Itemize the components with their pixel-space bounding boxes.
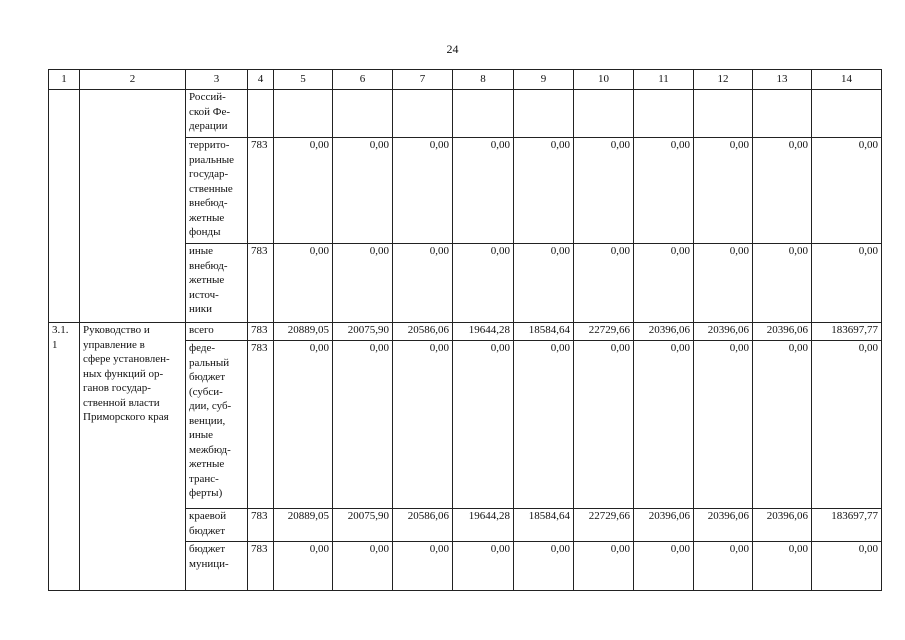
value-cell: 0,00 [574, 542, 634, 591]
value-cell: 0,00 [453, 138, 514, 244]
value-cell: 0,00 [753, 542, 812, 591]
value-cell: 0,00 [574, 341, 634, 509]
code-cell: 783 [248, 323, 274, 341]
value-cell: 0,00 [634, 244, 694, 323]
header-cell: 4 [248, 70, 274, 90]
value-cell: 0,00 [753, 138, 812, 244]
value-cell: 19644,28 [453, 509, 514, 542]
value-cell: 0,00 [694, 244, 753, 323]
source-cell: феде- ральный бюджет (субси- дии, суб- венции, иные межбюд- жетные транс- ферты) [186, 341, 248, 509]
value-cell: 0,00 [694, 341, 753, 509]
value-cell: 20396,06 [694, 323, 753, 341]
value-cell: 20396,06 [634, 323, 694, 341]
source-cell: краевой бюджет [186, 509, 248, 542]
value-cell: 22729,66 [574, 323, 634, 341]
header-cell: 13 [753, 70, 812, 90]
budget-table [48, 69, 882, 591]
value-cell: 0,00 [274, 542, 333, 591]
value-cell: 0,00 [694, 138, 753, 244]
value-cell: 0,00 [333, 244, 393, 323]
value-cell: 0,00 [333, 138, 393, 244]
value-cell: 183697,77 [812, 509, 882, 542]
value-cell: 20396,06 [753, 323, 812, 341]
value-cell: 0,00 [694, 542, 753, 591]
source-cell: иные внебюд- жетные источ- ники [186, 244, 248, 323]
value-cell: 0,00 [574, 244, 634, 323]
value-cell: 0,00 [274, 341, 333, 509]
header-row [49, 70, 882, 90]
value-cell: 0,00 [393, 138, 453, 244]
index-cell [49, 90, 80, 323]
value-cell: 20889,05 [274, 323, 333, 341]
value-cell: 0,00 [634, 138, 694, 244]
item-index-cell: 3.1. 1 [49, 323, 80, 591]
table-row [49, 323, 882, 341]
value-cell: 0,00 [753, 244, 812, 323]
code-cell: 783 [248, 509, 274, 542]
value-cell: 20396,06 [634, 509, 694, 542]
value-cell: 0,00 [514, 244, 574, 323]
header-cell: 2 [80, 70, 186, 90]
value-cell: 20075,90 [333, 509, 393, 542]
header-cell: 3 [186, 70, 248, 90]
value-cell: 20396,06 [694, 509, 753, 542]
value-cell: 0,00 [812, 138, 882, 244]
value-cell: 0,00 [812, 542, 882, 591]
value-cell: 0,00 [274, 244, 333, 323]
value-cell: 0,00 [753, 341, 812, 509]
source-cell: всего [186, 323, 248, 341]
value-cell: 0,00 [514, 542, 574, 591]
value-cell: 0,00 [274, 138, 333, 244]
value-cell: 20586,06 [393, 509, 453, 542]
header-cell: 7 [393, 70, 453, 90]
source-cell: Россий- ской Фе- дерации [186, 90, 248, 138]
value-cell: 0,00 [333, 542, 393, 591]
header-cell: 8 [453, 70, 514, 90]
value-cell: 22729,66 [574, 509, 634, 542]
value-cell: 0,00 [453, 341, 514, 509]
value-cell: 0,00 [574, 138, 634, 244]
header-cell: 9 [514, 70, 574, 90]
value-cell: 20396,06 [753, 509, 812, 542]
page-number: 24 [446, 42, 459, 56]
value-cell: 20889,05 [274, 509, 333, 542]
table-row [49, 90, 882, 138]
value-cell: 0,00 [514, 138, 574, 244]
source-cell: террито- риальные государ- ственные внебюд- жетные фонды [186, 138, 248, 244]
value-cell: 0,00 [393, 341, 453, 509]
header-cell: 10 [574, 70, 634, 90]
value-cell: 0,00 [634, 341, 694, 509]
value-cell: 0,00 [514, 341, 574, 509]
header-cell: 1 [49, 70, 80, 90]
code-cell: 783 [248, 244, 274, 323]
header-cell: 6 [333, 70, 393, 90]
value-cell: 19644,28 [453, 323, 514, 341]
header-cell: 12 [694, 70, 753, 90]
item-name-cell: Руководство и управление в сфере установлен- ных функций ор- ганов государ- ственной власти Приморского края [80, 323, 186, 591]
value-cell: 0,00 [812, 244, 882, 323]
header-cell: 5 [274, 70, 333, 90]
code-cell: 783 [248, 138, 274, 244]
code-cell: 783 [248, 341, 274, 509]
value-cell: 18584,64 [514, 509, 574, 542]
value-cell: 20586,06 [393, 323, 453, 341]
value-cell: 0,00 [333, 341, 393, 509]
value-cell: 0,00 [812, 341, 882, 509]
source-cell: бюджет муници- [186, 542, 248, 591]
value-cell: 183697,77 [812, 323, 882, 341]
value-cell: 0,00 [393, 542, 453, 591]
value-cell: 18584,64 [514, 323, 574, 341]
value-cell: 0,00 [453, 244, 514, 323]
header-cell: 14 [812, 70, 882, 90]
value-cell: 0,00 [453, 542, 514, 591]
code-cell: 783 [248, 542, 274, 591]
header-cell: 11 [634, 70, 694, 90]
name-cell [80, 90, 186, 323]
value-cell: 0,00 [634, 542, 694, 591]
value-cell: 20075,90 [333, 323, 393, 341]
value-cell: 0,00 [393, 244, 453, 323]
